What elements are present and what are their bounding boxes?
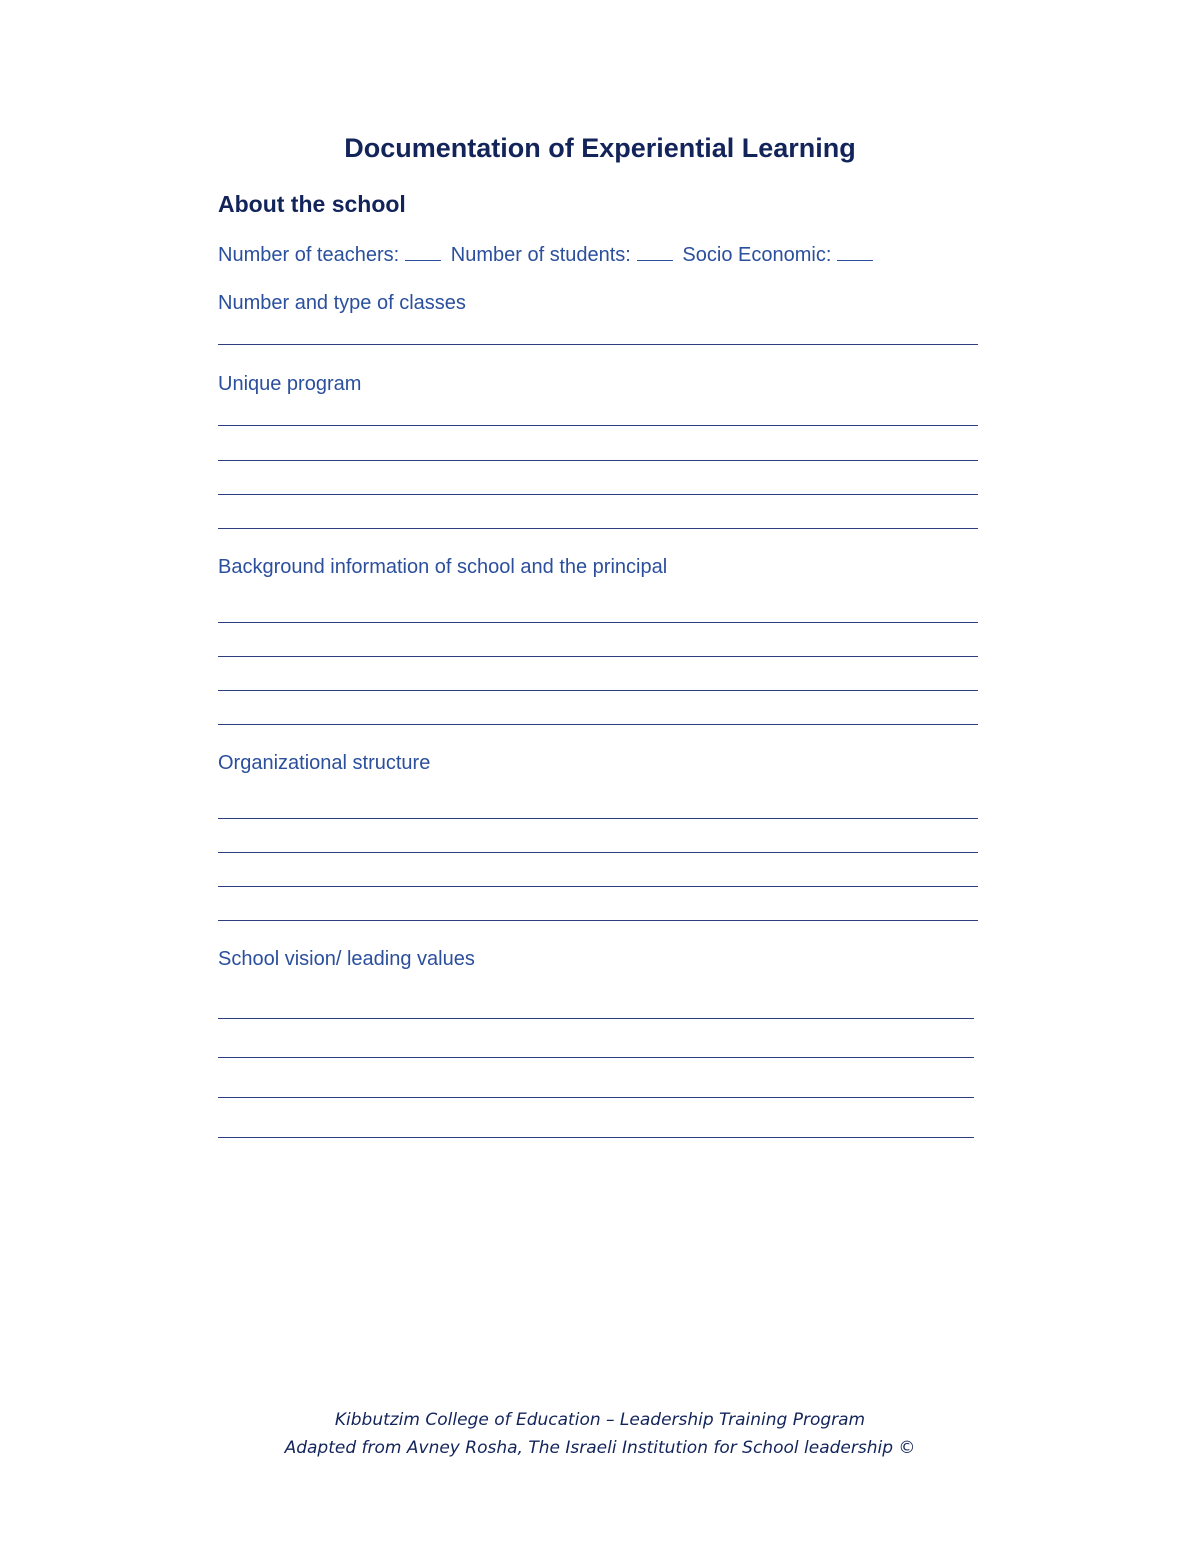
school-vision-fill-line[interactable] [218, 1097, 974, 1098]
unique-program-fill-line[interactable] [218, 460, 978, 461]
school-vision-label: School vision/ leading values [218, 948, 475, 970]
background-info-fill-line[interactable] [218, 622, 978, 623]
footer-attribution-line: Adapted from Avney Rosha, The Israeli Institution for School leadership © [284, 1438, 916, 1458]
school-vision-fill-line[interactable] [218, 1137, 974, 1138]
background-info-label: Background information of school and the principal [218, 556, 668, 578]
unique-program-fill-line[interactable] [218, 528, 978, 529]
org-structure-fill-line[interactable] [218, 818, 978, 819]
background-info-fill-line[interactable] [218, 724, 978, 725]
school-vision-fill-line[interactable] [218, 1057, 974, 1058]
background-info-fill-line[interactable] [218, 690, 978, 691]
background-info-fill-line[interactable] [218, 656, 978, 657]
teachers-blank[interactable] [405, 244, 441, 261]
teachers-label: Number of teachers: [218, 244, 400, 266]
classes-fill-line[interactable] [218, 344, 978, 345]
unique-program-fill-line[interactable] [218, 494, 978, 495]
org-structure-label: Organizational structure [218, 752, 431, 774]
classes-label: Number and type of classes [218, 292, 466, 314]
students-blank[interactable] [637, 244, 673, 261]
section-heading-about-school: About the school [218, 191, 406, 217]
page-title: Documentation of Experiential Learning [344, 133, 856, 163]
school-vision-fill-line[interactable] [218, 1018, 974, 1019]
org-structure-fill-line[interactable] [218, 852, 978, 853]
unique-program-fill-line[interactable] [218, 425, 978, 426]
org-structure-fill-line[interactable] [218, 920, 978, 921]
footer-program-line: Kibbutzim College of Education – Leadership Training Program [334, 1410, 866, 1430]
org-structure-fill-line[interactable] [218, 886, 978, 887]
students-label: Number of students: [450, 244, 631, 266]
socio-economic-label: Socio Economic: [682, 244, 832, 266]
socio-economic-blank[interactable] [837, 244, 873, 261]
school-stats-row [218, 244, 877, 267]
unique-program-label: Unique program [218, 373, 362, 395]
